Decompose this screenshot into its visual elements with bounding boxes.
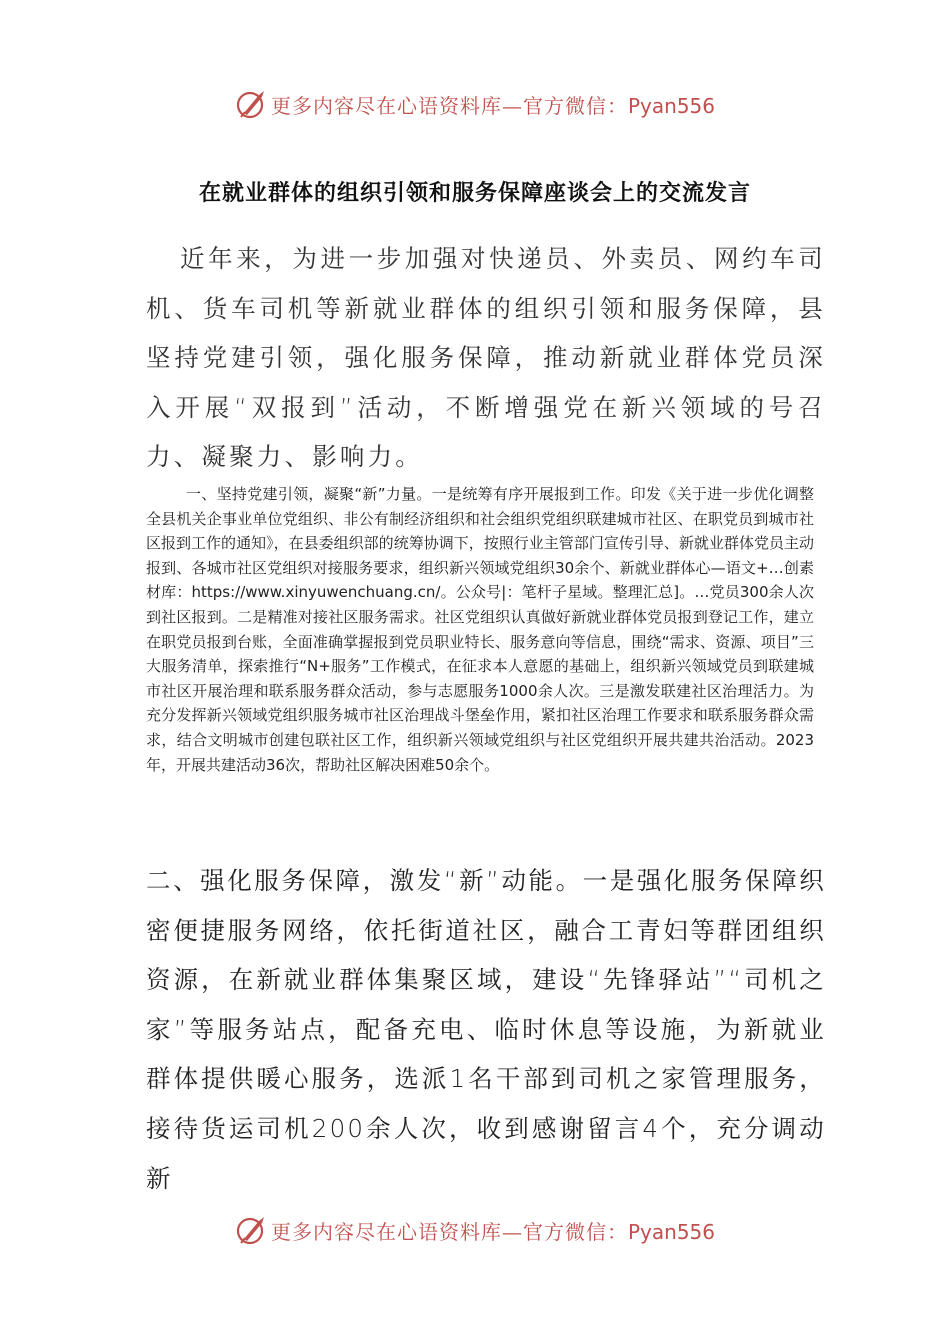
footer-banner — [0, 1210, 950, 1250]
footer-banner-account: Pyan556 — [627, 1219, 715, 1244]
document-title: 在就业群体的组织引领和服务保障座谈会上的交流发言 — [198, 181, 751, 206]
header-banner-account: Pyan556 — [627, 93, 715, 118]
pen-nib-logo-icon — [235, 1213, 269, 1247]
intro-paragraph: 近年来，为进一步加强对快递员、外卖员、网约车司机、货车司机等新就业群体的组织引领和服务保障，县坚持党建引领，强化服务保障，推动新就业群体党员深入开展“双报到”活动，不断增强党在新兴领域的号召力、凝聚力、影响力。 — [146, 244, 826, 472]
section-one-paragraph: 一、坚持党建引领，凝聚“新”力量。一是统筹有序开展报到工作。印发《关于进一步优化调整全县机关企事业单位党组织、非公有制经济组织和社会组织党组织联建城市社区、在职党员到城市社区报到工作的通知》，在县委组织部的统筹协调下，按照行业主管部门宣传引导、新就业群体党员主动报到、各城市社区党组织对接服务要求，组织新兴领域党组织30余个、新就业群体心—语文+…创素材库：https://www.xinyuwenchuang.cn/。公众号|：笔杆子星域。整理汇总]。…党员300余人次到社区报到。二是精准对接社区服务需求。社区党组织认真做好新就业群体党员报到登记工作，建立在职党员报到台账，全面准确掌握报到党员职业特长、服务意向等信息，围绕“需求、资源、项目”三大服务清单，探索推行“N+服务”工作模式，在征求本人意愿的基础上，组织新兴领域党员到联建城市社区开展治理和联系服务群众活动，参与志愿服务1000余人次。三是激发联建社区治理活力。为充分发挥新兴领域党组织服务城市社区治理战斗堡垒作用，紧扣社区治理工作要求和联系服务群众需求，结合文明城市创建包联社区工作，组织新兴领域党组织与社区党组织开展共建共治活动。2023年，开展共建活动36次，帮助社区解决困难50余个。 — [146, 485, 814, 774]
header-banner — [0, 84, 950, 124]
header-banner-text: 更多内容尽在心语资料库—官方微信：Pyan556 — [270, 93, 715, 118]
section-two-paragraph: 二、强化服务保障，激发“新”动能。一是强化服务保障织密便捷服务网络，依托街道社区，融合工青妇等群团组织资源，在新就业群体集聚区域，建设“先锋驿站”“司机之家”等服务站点，配备充电、临时休息等设施，为新就业群体提供暖心服务，选派1名干部到司机之家管理服务，接待货运司机200余人次，收到感谢留言4个，充分调动新 — [146, 866, 826, 1193]
pen-nib-logo-icon — [235, 87, 269, 121]
footer-banner-text: 更多内容尽在心语资料库—官方微信：Pyan556 — [270, 1219, 715, 1244]
